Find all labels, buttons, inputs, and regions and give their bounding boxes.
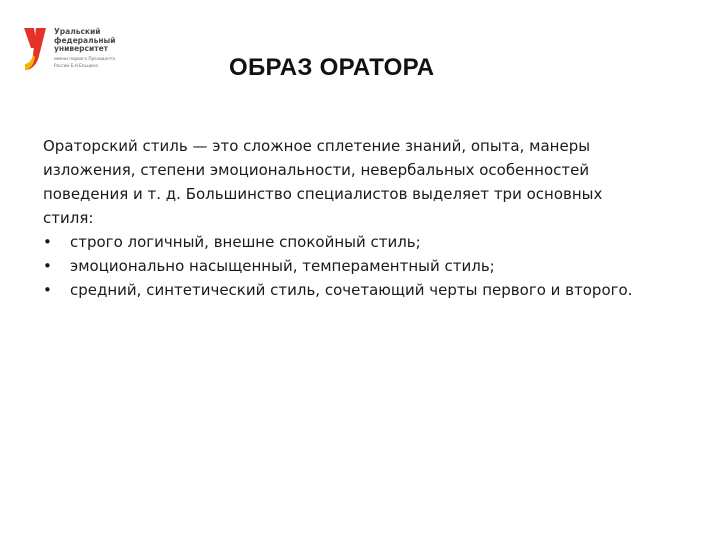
paragraph-line: поведения и т. д. Большинство специалистов выделяет три основных — [43, 185, 603, 203]
slide-title: ОБРАЗ ОРАТОРА — [229, 54, 435, 81]
logo-text — [54, 28, 134, 68]
logo-line: университет — [54, 44, 109, 54]
logo-line: Уральский — [54, 27, 101, 36]
urfu-logo-icon — [22, 26, 48, 72]
university-logo — [22, 26, 132, 74]
bullet-icon: • — [43, 281, 52, 299]
logo-subtitle: России Б.Н.Ельцина — [54, 62, 98, 68]
logo-line: федеральный — [54, 35, 116, 45]
intro-paragraph — [43, 134, 683, 230]
style-list — [43, 230, 683, 302]
list-item-text: строго логичный, внешне спокойный стиль; — [70, 233, 421, 251]
list-item-text: средний, синтетический стиль, сочетающий черты первого и второго. — [70, 281, 633, 299]
slide-content — [43, 134, 683, 302]
paragraph-line: Ораторский стиль — это сложное сплетение знаний, опыта, манеры — [43, 137, 591, 155]
paragraph-line: изложения, степени эмоциональности, невербальных особенностей — [43, 161, 590, 179]
list-item — [43, 254, 683, 278]
list-item — [43, 278, 683, 302]
logo-subtitle: имени первого Президента — [54, 55, 115, 61]
paragraph-line: стиля: — [43, 209, 94, 227]
bullet-icon: • — [43, 233, 52, 251]
bullet-icon: • — [43, 257, 52, 275]
list-item-text: эмоционально насыщенный, темпераментный стиль; — [70, 257, 495, 275]
list-item — [43, 230, 683, 254]
